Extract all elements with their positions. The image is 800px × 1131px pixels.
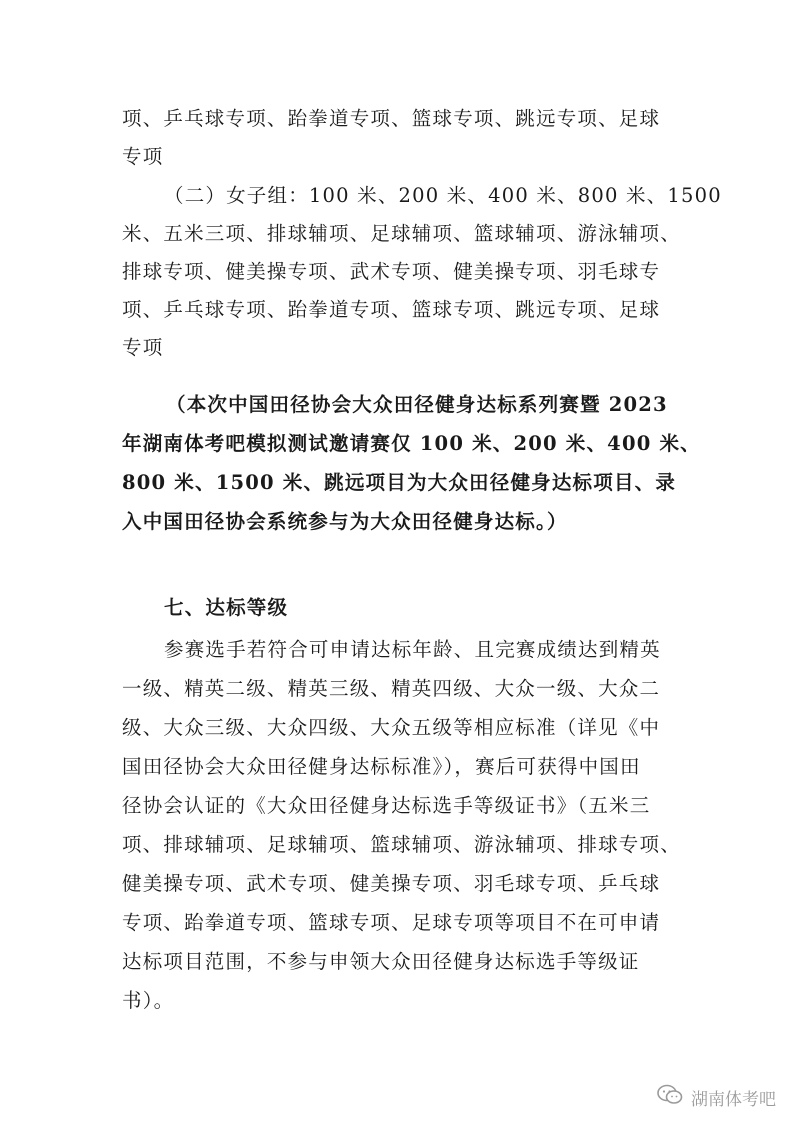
female-group-line: 排球专项、健美操专项、武术专项、健美操专项、羽毛球专 [122, 260, 661, 283]
watermark [657, 1084, 776, 1111]
section-line: 级、大众三级、大众四级、大众五级等相应标准（详见《中 [122, 716, 661, 739]
section-line: 参赛选手若符合可申请达标年龄、且完赛成绩达到精英 [164, 638, 661, 661]
section-line: 径协会认证的《大众田径健身达标选手等级证书》（五米三 [122, 794, 651, 817]
section-heading: 七、达标等级 [164, 596, 289, 619]
female-group-line: 专项 [122, 336, 164, 359]
section-line: 书）。 [122, 989, 175, 1012]
doc-line: 项、乒乓球专项、跆拳道专项、篮球专项、跳远专项、足球 [122, 107, 661, 130]
section-line: 专项、跆拳道专项、篮球专项、足球专项等项目不在可申请 [122, 911, 661, 934]
wechat-icon [657, 1084, 683, 1111]
watermark-text: 湖南体考吧 [691, 1090, 776, 1110]
section-line: 国田径协会大众田径健身达标标准》），赛后可获得中国田 [122, 755, 641, 778]
note-line: 入中国田径协会系统参与为大众田径健身达标。） [122, 510, 568, 533]
section-line: 健美操专项、武术专项、健美操专项、羽毛球专项、乒乓球 [122, 872, 661, 895]
female-group-line: （二）女子组：100 米、200 米、400 米、800 米、1500 [164, 184, 722, 207]
note-line: （本次中国田径协会大众田径健身达标系列赛暨 2023 [166, 393, 668, 416]
note-line: 800 米、1500 米、跳远项目为大众田径健身达标项目、录 [122, 471, 677, 494]
note-line: 年湖南体考吧模拟测试邀请赛仅 100 米、200 米、400 米、 [122, 432, 701, 455]
section-line: 一级、精英二级、精英三级、精英四级、大众一级、大众二 [122, 677, 661, 700]
doc-line: 专项 [122, 145, 164, 168]
section-line: 项、排球辅项、足球辅项、篮球辅项、游泳辅项、排球专项、 [122, 833, 681, 856]
section-line: 达标项目范围，不参与申领大众田径健身达标选手等级证 [122, 950, 640, 973]
female-group-line: 项、乒乓球专项、跆拳道专项、篮球专项、跳远专项、足球 [122, 298, 661, 321]
female-group-line: 米、五米三项、排球辅项、足球辅项、篮球辅项、游泳辅项、 [122, 222, 681, 245]
